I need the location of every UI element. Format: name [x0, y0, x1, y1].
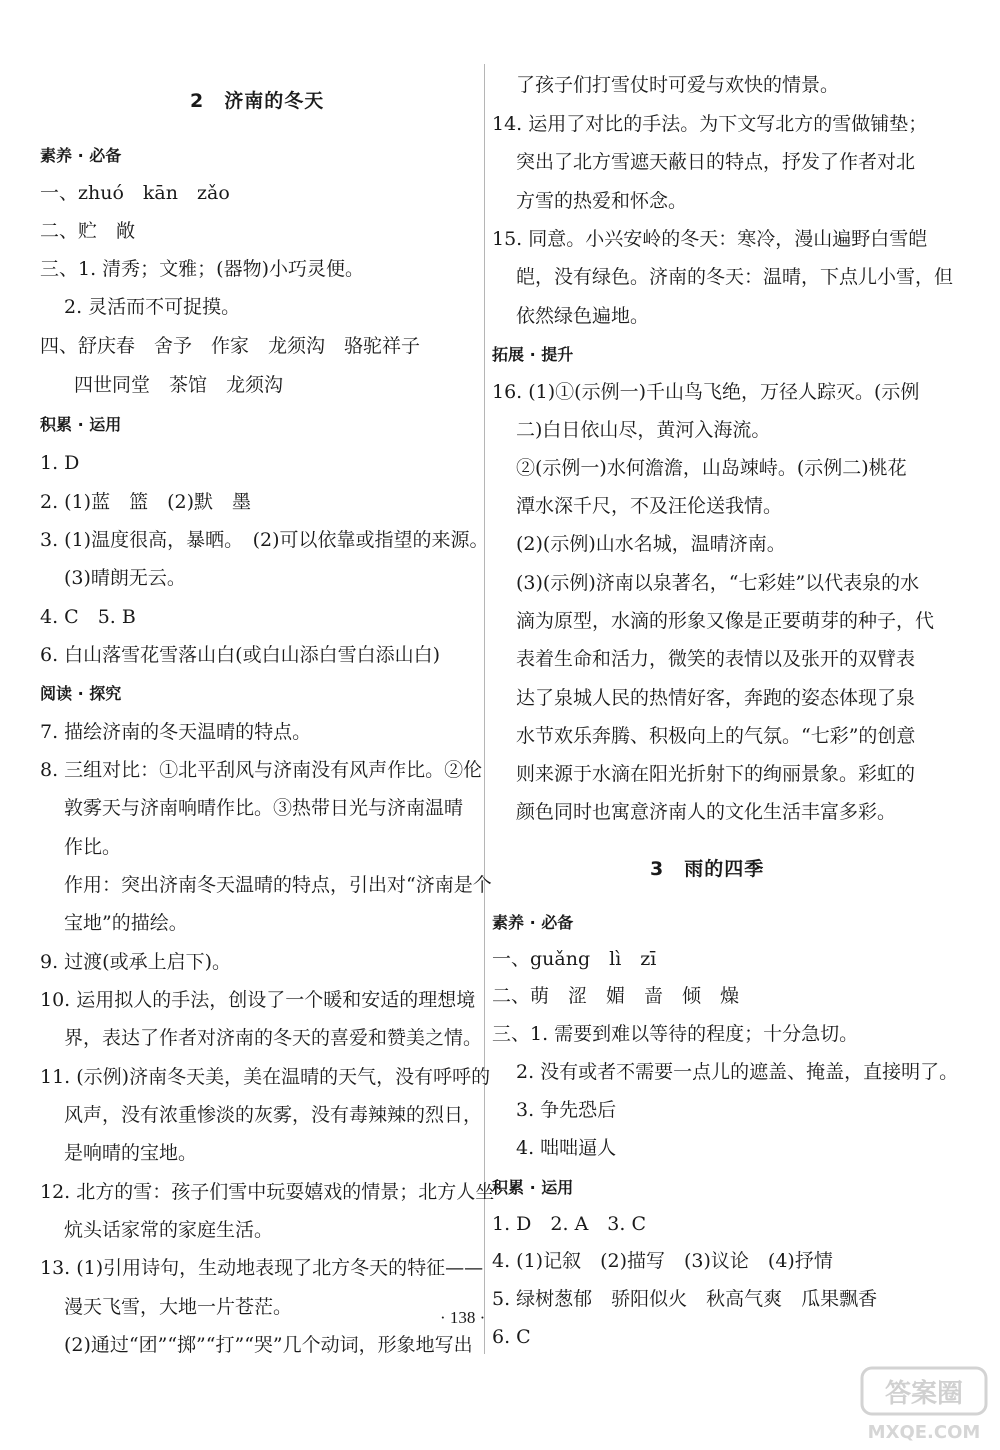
answer-line: 皑，没有绿色。济南的冬天：温晴，下点儿小雪，但 [516, 266, 954, 288]
answer-line: 作用：突出济南冬天温晴的特点，引出对“济南是个 [64, 874, 492, 896]
answer-line: 宝地”的描绘。 [64, 912, 188, 934]
answer-line: 8. 三组对比：①北平刮风与济南没有风声作比。②伦 [40, 759, 483, 781]
section-heading: 阅读 · 探究 [40, 684, 122, 703]
answer-line: 3. 争先恐后 [516, 1099, 617, 1121]
answer-line: 6. C [492, 1326, 531, 1348]
answer-line: 颜色同时也寓意济南人的文化生活丰富多彩。 [516, 801, 897, 823]
answer-line: 表着生命和活力，微笑的表情以及张开的双臂表 [516, 648, 916, 670]
answer-line: (2)通过“团”“掷”“打”“哭”几个动词，形象地写出 [64, 1334, 473, 1356]
answer-line: 则来源于水滴在阳光折射下的绚丽景象。彩虹的 [516, 763, 916, 785]
answer-line: (2)(示例)山水名城，温晴济南。 [516, 533, 786, 555]
answer-line: 一、guǎng lì zī [492, 948, 657, 970]
answer-line: 6. 白山落雪花雪落山白(或白山添白雪白添山白) [40, 644, 440, 666]
answer-line: 二、贮 敞 [40, 220, 136, 242]
answer-line: 三、1. 需要到难以等待的程度；十分急切。 [492, 1023, 859, 1045]
answer-line: 4. (1)记叙 (2)描写 (3)议论 (4)抒情 [492, 1250, 833, 1272]
answer-line: 漫天飞雪，大地一片苍茫。 [64, 1296, 293, 1318]
lesson-title: 2 济南的冬天 [190, 90, 325, 112]
answer-line: 水节欢乐奔腾、积极向上的气氛。“七彩”的创意 [516, 725, 916, 747]
answer-line: 突出了北方雪遮天蔽日的特点，抒发了作者对北 [516, 151, 916, 173]
answer-line: 2. 没有或者不需要一点儿的遮盖、掩盖，直接明了。 [516, 1061, 959, 1083]
answer-line: 三、1. 清秀；文雅；(器物)小巧灵便。 [40, 258, 364, 280]
column-divider [484, 64, 485, 1354]
section-heading: 积累 · 运用 [40, 415, 122, 434]
answer-line: 16. (1)①(示例一)千山鸟飞绝，万径人踪灭。(示例 [492, 381, 920, 403]
answer-line: 10. 运用拟人的手法，创设了一个暖和安适的理想境 [40, 989, 476, 1011]
answer-line: 是响晴的宝地。 [64, 1142, 198, 1164]
answer-line: 风声，没有浓重惨淡的灰雾，没有毒辣辣的烈日， [64, 1104, 483, 1126]
answer-line: 二、萌 涩 媚 啬 倾 燥 [492, 985, 740, 1007]
answer-line: 12. 北方的雪：孩子们雪中玩耍嬉戏的情景；北方人坐 [40, 1181, 495, 1203]
answer-line: 四世同堂 茶馆 龙须沟 [74, 374, 284, 396]
answer-line: ②(示例一)水何澹澹，山岛竦峙。(示例二)桃花 [516, 457, 907, 479]
answer-line: 达了泉城人民的热情好客，奔跑的姿态体现了泉 [516, 687, 916, 709]
answer-line: (3)(示例)济南以泉著名，“七彩娃”以代表泉的水 [516, 572, 920, 594]
answer-line: 作比。 [64, 836, 122, 858]
watermark-text-bottom: MXQE.COM [867, 1422, 981, 1443]
answer-line: 了孩子们打雪仗时可爱与欢快的情景。 [516, 74, 840, 96]
answer-line: 滴为原型，水滴的形象又像是正要萌芽的种子，代 [516, 610, 935, 632]
section-heading: 积累 · 运用 [492, 1178, 574, 1197]
page-number: · 138 · [440, 1308, 486, 1327]
answer-line: 2. (1)蓝 篮 (2)默 墨 [40, 491, 251, 513]
answer-line: 4. 咄咄逼人 [516, 1137, 617, 1159]
answer-line: 13. (1)引用诗句，生动地表现了北方冬天的特征—— [40, 1257, 484, 1279]
answer-line: 潭水深千尺，不及汪伦送我情。 [516, 495, 783, 517]
answer-line: 1. D 2. A 3. C [492, 1213, 646, 1235]
section-heading: 拓展 · 提升 [492, 345, 574, 364]
watermark-logo [854, 1362, 994, 1444]
answer-line: 一、zhuó kān zǎo [40, 182, 230, 204]
answer-line: 界，表达了作者对济南的冬天的喜爱和赞美之情。 [64, 1027, 483, 1049]
answer-line: 1. D [40, 452, 80, 474]
section-heading: 素养 · 必备 [492, 913, 574, 932]
lesson-title: 3 雨的四季 [650, 858, 765, 880]
answer-line: 2. 灵活而不可捉摸。 [64, 296, 241, 318]
answer-line: 二)白日依山尽，黄河入海流。 [516, 419, 771, 441]
answer-line: 5. 绿树葱郁 骄阳似火 秋高气爽 瓜果飘香 [492, 1288, 878, 1310]
answer-line: 3. (1)温度很高，暴晒。 (2)可以依靠或指望的来源。 [40, 529, 489, 551]
answer-line: 敦雾天与济南响晴作比。③热带日光与济南温晴 [64, 797, 464, 819]
answer-line: 炕头话家常的家庭生活。 [64, 1219, 274, 1241]
watermark-text-top: 答案圈 [884, 1379, 964, 1409]
answer-line: 14. 运用了对比的手法。为下文写北方的雪做铺垫； [492, 113, 928, 135]
answer-line: 15. 同意。小兴安岭的冬天：寒冷，漫山遍野白雪皑 [492, 228, 928, 250]
answer-line: (3)晴朗无云。 [64, 567, 186, 589]
answer-line: 9. 过渡(或承上启下)。 [40, 951, 231, 973]
section-heading: 素养 · 必备 [40, 146, 122, 165]
answer-line: 方雪的热爱和怀念。 [516, 190, 688, 212]
answer-line: 依然绿色遍地。 [516, 305, 650, 327]
answer-line: 四、舒庆春 舍予 作家 龙须沟 骆驼祥子 [40, 335, 421, 357]
answer-line: 11. (示例)济南冬天美，美在温晴的天气，没有呼呼的 [40, 1066, 491, 1088]
answer-line: 7. 描绘济南的冬天温晴的特点。 [40, 721, 312, 743]
answer-line: 4. C 5. B [40, 606, 136, 628]
